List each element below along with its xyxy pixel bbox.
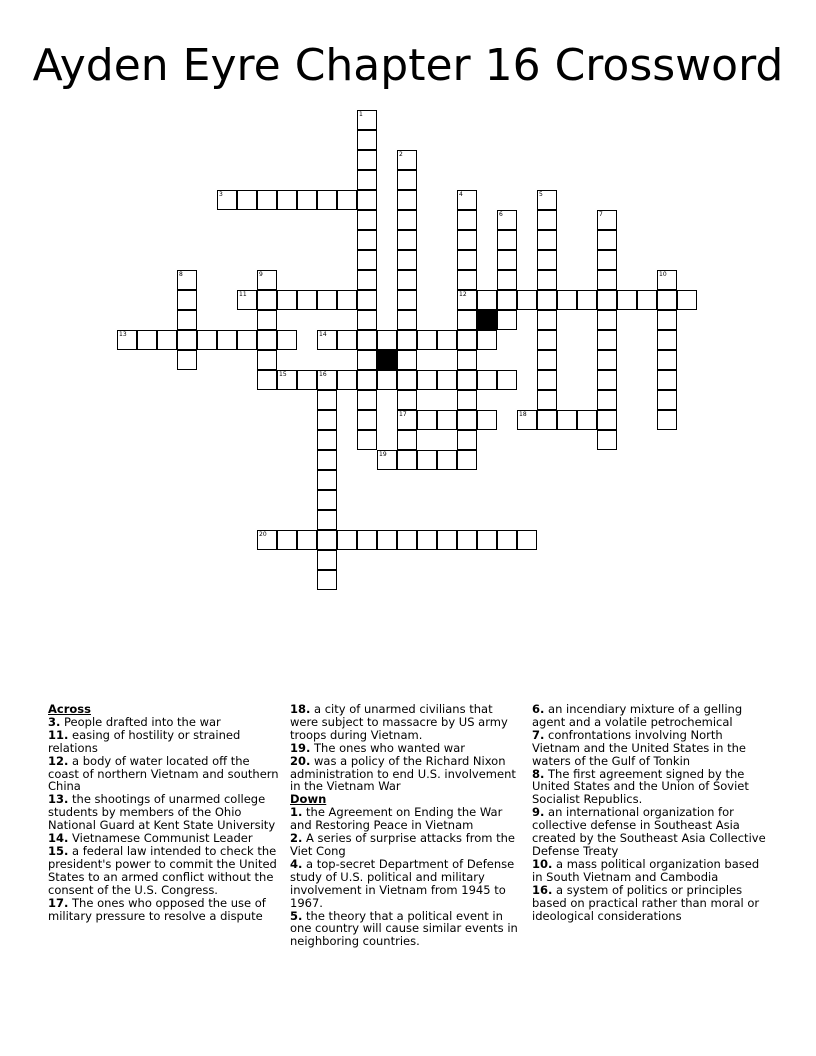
clue-item bbox=[48, 793, 280, 832]
grid-cell[interactable] bbox=[597, 390, 617, 410]
clue-text: was a policy of the Richard Nixon administration to end U.S. involvement in the Vietnam War bbox=[290, 753, 516, 794]
grid-cell[interactable] bbox=[517, 290, 537, 310]
grid-cell[interactable] bbox=[317, 450, 337, 470]
clue-number-label: 1 bbox=[359, 111, 363, 118]
clue-number-label: 9 bbox=[259, 271, 263, 278]
grid-cell[interactable] bbox=[397, 170, 417, 190]
grid-cell[interactable] bbox=[657, 370, 677, 390]
clue-number: 16. bbox=[532, 882, 553, 897]
grid-cell[interactable] bbox=[357, 190, 377, 210]
clue-number: 8. bbox=[532, 766, 545, 781]
clue-item bbox=[48, 729, 280, 755]
clue-number-label: 13 bbox=[119, 331, 127, 338]
grid-cell[interactable] bbox=[397, 350, 417, 370]
clue-number-label: 20 bbox=[259, 531, 267, 538]
clue-text: an incendiary mixture of a gelling agent and a volatile petrochemical bbox=[532, 702, 743, 729]
grid-cell[interactable] bbox=[357, 230, 377, 250]
clue-number-label: 11 bbox=[239, 291, 247, 298]
grid-cell[interactable] bbox=[437, 330, 457, 350]
clue-number: 1. bbox=[290, 805, 303, 820]
grid-cell[interactable] bbox=[597, 310, 617, 330]
grid-cell[interactable] bbox=[397, 190, 417, 210]
clue-text: an international organization for collective defense in Southeast Asia created by the Southeast Asia Collective Defense Treaty bbox=[532, 805, 766, 858]
grid-cell[interactable] bbox=[357, 370, 377, 390]
grid-cell[interactable] bbox=[597, 290, 617, 310]
grid-cell[interactable] bbox=[457, 270, 477, 290]
clue-number: 5. bbox=[290, 908, 303, 923]
grid-cell[interactable] bbox=[617, 290, 637, 310]
grid-cell[interactable] bbox=[657, 310, 677, 330]
clue-column-2 bbox=[290, 703, 522, 948]
grid-cell[interactable] bbox=[297, 190, 317, 210]
clue-item bbox=[290, 858, 522, 910]
grid-cell[interactable] bbox=[577, 290, 597, 310]
clue-item bbox=[48, 845, 280, 897]
grid-cell[interactable] bbox=[277, 530, 297, 550]
clue-text: the theory that a political event in one country will cause similar events in neighboring countries. bbox=[290, 908, 518, 949]
grid-block bbox=[477, 310, 497, 330]
grid-cell[interactable] bbox=[317, 390, 337, 410]
grid-cell[interactable] bbox=[457, 330, 477, 350]
grid-cell[interactable] bbox=[437, 450, 457, 470]
grid-cell[interactable] bbox=[217, 330, 237, 350]
clue-number: 15. bbox=[48, 843, 69, 858]
grid-cell[interactable] bbox=[357, 530, 377, 550]
grid-cell[interactable] bbox=[177, 290, 197, 310]
grid-cell[interactable] bbox=[357, 290, 377, 310]
grid-cell[interactable] bbox=[257, 190, 277, 210]
grid-cell[interactable] bbox=[597, 270, 617, 290]
grid-cell[interactable] bbox=[277, 190, 297, 210]
grid-cell[interactable] bbox=[497, 210, 517, 230]
grid-cell[interactable] bbox=[157, 330, 177, 350]
grid-cell[interactable] bbox=[257, 310, 277, 330]
clue-number-label: 8 bbox=[179, 271, 183, 278]
grid-cell[interactable] bbox=[377, 530, 397, 550]
grid-cell[interactable] bbox=[257, 290, 277, 310]
grid-cell[interactable] bbox=[437, 530, 457, 550]
grid-cell[interactable] bbox=[297, 290, 317, 310]
grid-cell[interactable] bbox=[497, 230, 517, 250]
grid-cell[interactable] bbox=[397, 530, 417, 550]
grid-cell[interactable] bbox=[457, 390, 477, 410]
page-title: Ayden Eyre Chapter 16 Crossword bbox=[32, 40, 784, 91]
grid-cell[interactable] bbox=[657, 270, 677, 290]
grid-cell[interactable] bbox=[317, 330, 337, 350]
clue-number: 9. bbox=[532, 805, 545, 820]
grid-cell[interactable] bbox=[397, 390, 417, 410]
clue-number-label: 16 bbox=[319, 371, 327, 378]
grid-cell[interactable] bbox=[537, 190, 557, 210]
grid-cell[interactable] bbox=[357, 410, 377, 430]
grid-cell[interactable] bbox=[317, 490, 337, 510]
grid-cell[interactable] bbox=[537, 410, 557, 430]
grid-cell[interactable] bbox=[277, 330, 297, 350]
grid-cell[interactable] bbox=[477, 530, 497, 550]
grid-cell[interactable] bbox=[337, 530, 357, 550]
clue-text: a mass political organization based in South Vietnam and Cambodia bbox=[532, 856, 760, 884]
grid-cell[interactable] bbox=[517, 530, 537, 550]
grid-cell[interactable] bbox=[237, 330, 257, 350]
grid-cell[interactable] bbox=[597, 430, 617, 450]
grid-cell[interactable] bbox=[637, 290, 657, 310]
grid-cell[interactable] bbox=[357, 170, 377, 190]
grid-cell[interactable] bbox=[197, 330, 217, 350]
grid-cell[interactable] bbox=[657, 330, 677, 350]
grid-cell[interactable] bbox=[457, 430, 477, 450]
grid-cell[interactable] bbox=[537, 250, 557, 270]
grid-cell[interactable] bbox=[537, 310, 557, 330]
clue-column-3 bbox=[532, 703, 768, 922]
grid-cell[interactable] bbox=[217, 190, 237, 210]
clue-text: easing of hostility or strained relations bbox=[48, 727, 241, 755]
grid-cell[interactable] bbox=[317, 190, 337, 210]
grid-cell[interactable] bbox=[537, 330, 557, 350]
grid-cell[interactable] bbox=[317, 470, 337, 490]
grid-cell[interactable] bbox=[577, 410, 597, 430]
grid-cell[interactable] bbox=[357, 310, 377, 330]
grid-cell[interactable] bbox=[537, 290, 557, 310]
grid-cell[interactable] bbox=[417, 530, 437, 550]
grid-cell[interactable] bbox=[357, 390, 377, 410]
grid-cell[interactable] bbox=[277, 370, 297, 390]
clue-text: a system of politics or principles based on practical rather than moral or ideological considerations bbox=[532, 882, 760, 923]
grid-cell[interactable] bbox=[497, 270, 517, 290]
grid-cell[interactable] bbox=[177, 310, 197, 330]
grid-cell[interactable] bbox=[597, 330, 617, 350]
grid-cell[interactable] bbox=[417, 370, 437, 390]
grid-cell[interactable] bbox=[237, 290, 257, 310]
clue-number: 13. bbox=[48, 792, 69, 807]
grid-cell[interactable] bbox=[317, 570, 337, 590]
grid-cell[interactable] bbox=[557, 410, 577, 430]
clue-text: Vietnamese Communist Leader bbox=[72, 831, 253, 846]
clue-item bbox=[532, 884, 768, 923]
clue-number-label: 18 bbox=[519, 411, 527, 418]
clue-item bbox=[532, 703, 768, 729]
grid-cell[interactable] bbox=[357, 210, 377, 230]
grid-cell[interactable] bbox=[457, 190, 477, 210]
clue-item bbox=[290, 832, 522, 858]
grid-cell[interactable] bbox=[597, 410, 617, 430]
grid-cell[interactable] bbox=[457, 530, 477, 550]
grid-cell[interactable] bbox=[537, 270, 557, 290]
grid-cell[interactable] bbox=[457, 410, 477, 430]
clue-column-1 bbox=[48, 703, 280, 922]
clue-item bbox=[532, 858, 768, 884]
grid-cell[interactable] bbox=[257, 370, 277, 390]
grid-cell[interactable] bbox=[457, 450, 477, 470]
clue-item bbox=[290, 806, 522, 832]
grid-cell[interactable] bbox=[477, 330, 497, 350]
grid-cell[interactable] bbox=[137, 330, 157, 350]
grid-cell[interactable] bbox=[357, 250, 377, 270]
grid-cell[interactable] bbox=[257, 330, 277, 350]
clue-number: 2. bbox=[290, 831, 303, 846]
grid-cell[interactable] bbox=[397, 450, 417, 470]
grid-cell[interactable] bbox=[497, 250, 517, 270]
clue-item bbox=[290, 755, 522, 794]
clue-number-label: 7 bbox=[599, 211, 603, 218]
grid-cell[interactable] bbox=[597, 370, 617, 390]
clue-number: 6. bbox=[532, 702, 545, 716]
grid-cell[interactable] bbox=[257, 270, 277, 290]
grid-cell[interactable] bbox=[237, 190, 257, 210]
grid-cell[interactable] bbox=[257, 350, 277, 370]
grid-cell[interactable] bbox=[377, 370, 397, 390]
clue-item bbox=[290, 703, 522, 742]
clue-item bbox=[290, 910, 522, 949]
clue-number: 11. bbox=[48, 727, 69, 742]
grid-cell[interactable] bbox=[537, 210, 557, 230]
grid-cell[interactable] bbox=[397, 290, 417, 310]
grid-cell[interactable] bbox=[357, 130, 377, 150]
grid-cell[interactable] bbox=[317, 410, 337, 430]
clue-text: confrontations involving North Vietnam and the United States in the waters of the Gulf of Tonkin bbox=[532, 727, 746, 768]
grid-cell[interactable] bbox=[397, 370, 417, 390]
clue-number-label: 4 bbox=[459, 191, 463, 198]
clue-item bbox=[532, 729, 768, 768]
clue-number: 7. bbox=[532, 727, 545, 742]
grid-cell[interactable] bbox=[477, 410, 497, 430]
grid-cell[interactable] bbox=[317, 550, 337, 570]
grid-cell[interactable] bbox=[537, 390, 557, 410]
grid-cell[interactable] bbox=[357, 350, 377, 370]
down-header: Down bbox=[290, 792, 327, 807]
grid-cell[interactable] bbox=[497, 370, 517, 390]
clue-number-label: 3 bbox=[219, 191, 223, 198]
grid-cell[interactable] bbox=[397, 230, 417, 250]
grid-cell[interactable] bbox=[457, 370, 477, 390]
clue-text: a top-secret Department of Defense study of U.S. political and military involvement in Vietnam from 1945 to 1967. bbox=[290, 856, 515, 910]
grid-cell[interactable] bbox=[397, 430, 417, 450]
grid-cell[interactable] bbox=[457, 250, 477, 270]
grid-cell[interactable] bbox=[457, 290, 477, 310]
grid-cell[interactable] bbox=[317, 290, 337, 310]
clue-text: the shootings of unarmed college students by members of the Ohio National Guard at Kent State University bbox=[48, 792, 276, 833]
grid-cell[interactable] bbox=[397, 270, 417, 290]
grid-cell[interactable] bbox=[317, 370, 337, 390]
clue-number: 4. bbox=[290, 856, 303, 871]
grid-cell[interactable] bbox=[557, 290, 577, 310]
clue-item bbox=[532, 806, 768, 858]
grid-cell[interactable] bbox=[357, 110, 377, 130]
grid-cell[interactable] bbox=[497, 290, 517, 310]
clue-number-label: 12 bbox=[459, 291, 467, 298]
grid-cell[interactable] bbox=[657, 390, 677, 410]
clue-number-label: 6 bbox=[499, 211, 503, 218]
clue-item bbox=[532, 768, 768, 807]
grid-cell[interactable] bbox=[457, 230, 477, 250]
grid-cell[interactable] bbox=[597, 230, 617, 250]
grid-cell[interactable] bbox=[377, 450, 397, 470]
clue-item bbox=[48, 897, 280, 923]
clue-number: 10. bbox=[532, 856, 553, 871]
clue-number: 3. bbox=[48, 714, 61, 729]
clue-text: The ones who opposed the use of military pressure to resolve a dispute bbox=[48, 895, 266, 923]
grid-cell[interactable] bbox=[597, 250, 617, 270]
grid-cell[interactable] bbox=[317, 530, 337, 550]
clue-number-label: 15 bbox=[279, 371, 287, 378]
grid-cell[interactable] bbox=[417, 450, 437, 470]
clue-text: the Agreement on Ending the War and Restoring Peace in Vietnam bbox=[290, 805, 503, 833]
grid-cell[interactable] bbox=[457, 350, 477, 370]
grid-cell[interactable] bbox=[677, 290, 697, 310]
grid-cell[interactable] bbox=[177, 270, 197, 290]
clue-number-label: 19 bbox=[379, 451, 387, 458]
grid-cell[interactable] bbox=[297, 370, 317, 390]
grid-block bbox=[377, 350, 397, 370]
grid-cell[interactable] bbox=[397, 410, 417, 430]
grid-cell[interactable] bbox=[657, 410, 677, 430]
across-header: Across bbox=[48, 702, 91, 716]
grid-cell[interactable] bbox=[417, 330, 437, 350]
grid-cell[interactable] bbox=[537, 350, 557, 370]
grid-cell[interactable] bbox=[377, 330, 397, 350]
grid-cell[interactable] bbox=[317, 430, 337, 450]
grid-cell[interactable] bbox=[657, 290, 677, 310]
grid-cell[interactable] bbox=[477, 370, 497, 390]
grid-cell[interactable] bbox=[397, 210, 417, 230]
grid-cell[interactable] bbox=[597, 210, 617, 230]
grid-cell[interactable] bbox=[357, 430, 377, 450]
grid-cell[interactable] bbox=[357, 150, 377, 170]
grid-cell[interactable] bbox=[177, 350, 197, 370]
clue-number: 14. bbox=[48, 831, 69, 846]
grid-cell[interactable] bbox=[257, 530, 277, 550]
clue-text: The ones who wanted war bbox=[314, 740, 465, 755]
grid-cell[interactable] bbox=[397, 330, 417, 350]
grid-cell[interactable] bbox=[537, 370, 557, 390]
grid-cell[interactable] bbox=[337, 370, 357, 390]
grid-cell[interactable] bbox=[297, 530, 317, 550]
grid-cell[interactable] bbox=[357, 330, 377, 350]
grid-cell[interactable] bbox=[277, 290, 297, 310]
grid-cell[interactable] bbox=[457, 210, 477, 230]
grid-cell[interactable] bbox=[397, 250, 417, 270]
grid-cell[interactable] bbox=[437, 370, 457, 390]
clue-number: 19. bbox=[290, 740, 311, 755]
grid-cell[interactable] bbox=[317, 510, 337, 530]
clue-number-label: 14 bbox=[319, 331, 327, 338]
clue-text: a city of unarmed civilians that were subject to massacre by US army troops during Vietnam. bbox=[290, 702, 508, 742]
clue-number: 20. bbox=[290, 753, 311, 768]
grid-cell[interactable] bbox=[657, 350, 677, 370]
grid-cell[interactable] bbox=[497, 530, 517, 550]
grid-cell[interactable] bbox=[537, 230, 557, 250]
grid-cell[interactable] bbox=[337, 290, 357, 310]
clue-text: People drafted into the war bbox=[64, 714, 221, 729]
grid-cell[interactable] bbox=[417, 410, 437, 430]
clue-number-label: 5 bbox=[539, 191, 543, 198]
grid-cell[interactable] bbox=[477, 290, 497, 310]
clue-number-label: 17 bbox=[399, 411, 407, 418]
grid-cell[interactable] bbox=[597, 350, 617, 370]
clue-text: a body of water located off the coast of northern Vietnam and southern China bbox=[48, 753, 279, 794]
grid-cell[interactable] bbox=[177, 330, 197, 350]
grid-cell[interactable] bbox=[457, 310, 477, 330]
grid-cell[interactable] bbox=[357, 270, 377, 290]
grid-cell[interactable] bbox=[117, 330, 137, 350]
clue-number: 17. bbox=[48, 895, 69, 910]
clue-text: A series of surprise attacks from the Viet Cong bbox=[290, 831, 515, 858]
clue-number-label: 10 bbox=[659, 271, 667, 278]
clue-number: 18. bbox=[290, 702, 311, 716]
clue-number-label: 2 bbox=[399, 151, 403, 158]
clue-item bbox=[48, 755, 280, 794]
clue-text: a federal law intended to check the president's power to commit the United States to an armed conflict without the consent of the U.S. Congress. bbox=[48, 843, 277, 897]
grid-cell[interactable] bbox=[397, 150, 417, 170]
clue-number: 12. bbox=[48, 753, 69, 768]
grid-cell[interactable] bbox=[337, 190, 357, 210]
grid-cell[interactable] bbox=[437, 410, 457, 430]
grid-cell[interactable] bbox=[397, 310, 417, 330]
grid-cell[interactable] bbox=[497, 310, 517, 330]
clue-text: The first agreement signed by the United States and the Union of Soviet Socialist Republics. bbox=[532, 766, 749, 807]
grid-cell[interactable] bbox=[517, 410, 537, 430]
grid-cell[interactable] bbox=[337, 330, 357, 350]
